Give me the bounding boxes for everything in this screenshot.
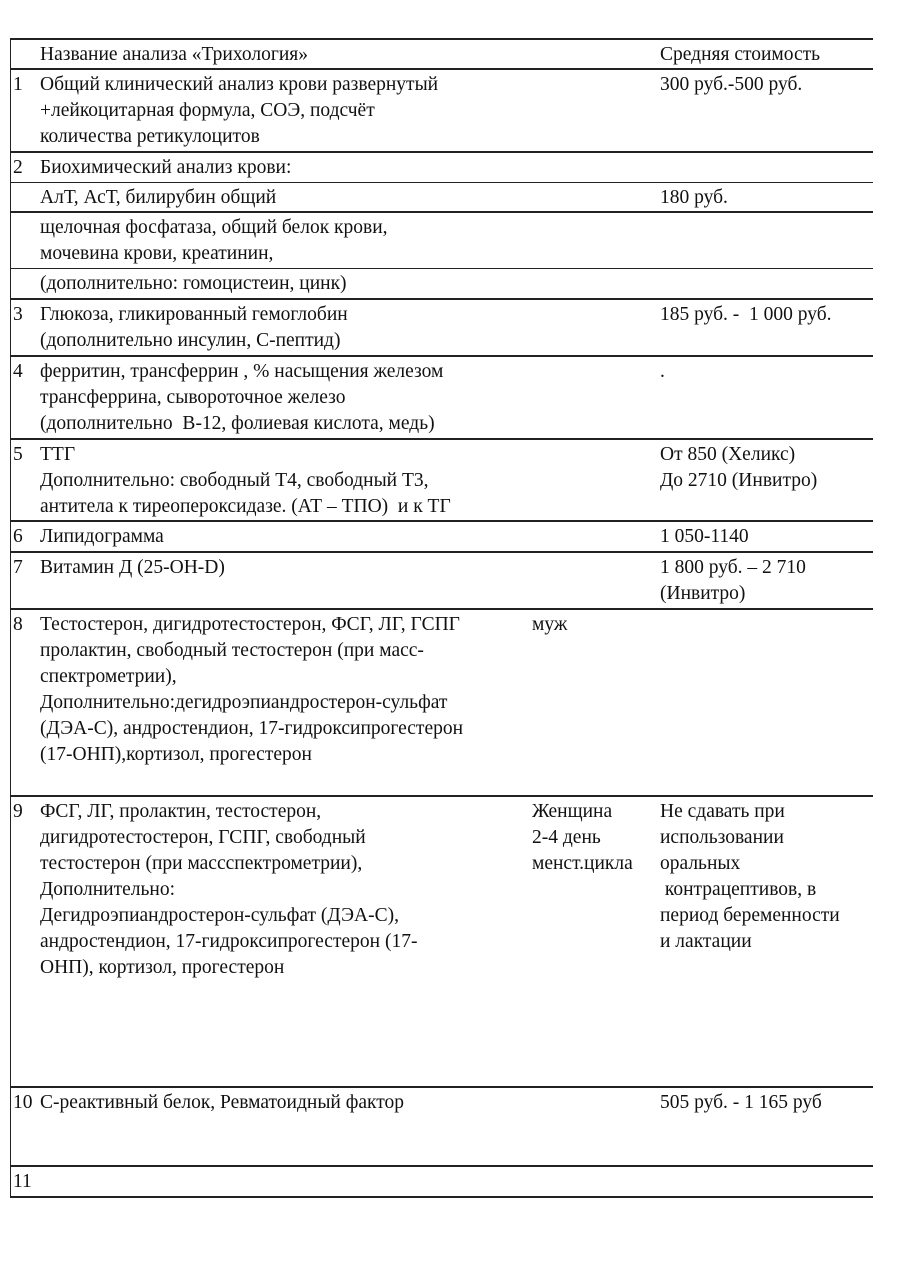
row-analysis: щелочная фосфатаза, общий белок крови, мочевина крови, креатинин,: [40, 217, 388, 264]
row-analysis: Липидограмма: [40, 526, 164, 547]
row-price: Не сдавать при использовании оральных контрацептивов, в период беременности и лактации: [660, 801, 840, 952]
row-number: 2: [13, 157, 23, 178]
row-number: 6: [13, 526, 23, 547]
row-analysis: Глюкоза, гликированный гемоглобин (дополнительно инсулин, С-пептид): [40, 304, 348, 351]
row-number: 7: [13, 557, 23, 578]
analysis-table: [10, 38, 873, 1198]
table-row: [11, 522, 873, 553]
row-note: Женщина 2-4 день менст.цикла: [532, 801, 633, 874]
row-number: 1: [13, 74, 23, 95]
table-row: [11, 70, 873, 153]
row-number: 11: [13, 1171, 32, 1192]
table-row: [11, 269, 873, 300]
row-analysis: Витамин Д (25-OH-D): [40, 557, 225, 578]
row-price: 180 руб.: [660, 187, 728, 208]
row-number: 5: [13, 444, 23, 465]
table-row: [11, 1167, 873, 1198]
table-row: [11, 553, 873, 610]
header-price: Средняя стоимость: [660, 44, 821, 65]
row-analysis: ТТГ Дополнительно: свободный Т4, свободный Т3, антитела к тиреопероксидазе. (АТ – ТПО) и к ТГ: [40, 444, 451, 517]
row-note: муж: [532, 614, 568, 635]
row-analysis: С-реактивный белок, Ревматоидный фактор: [40, 1092, 405, 1113]
row-price: .: [660, 361, 665, 382]
row-analysis: Общий клинический анализ крови развернутый +лейкоцитарная формула, СОЭ, подсчёт количества ретикулоцитов: [40, 74, 439, 147]
row-analysis: Биохимический анализ крови:: [40, 157, 292, 178]
row-number: 4: [13, 361, 23, 382]
table-row: [11, 1088, 873, 1167]
row-number: 10: [13, 1092, 33, 1113]
table-row: [11, 183, 873, 213]
row-number: 8: [13, 614, 23, 635]
table-row: [11, 440, 873, 522]
row-number: 9: [13, 801, 23, 822]
row-price: 505 руб. - 1 165 руб: [660, 1092, 822, 1113]
row-analysis: АлТ, АсТ, билирубин общий: [40, 187, 277, 208]
row-analysis: Тестостерон, дигидротестостерон, ФСГ, ЛГ, ГСПГ пролактин, свободный тестостерон (при масс- спектрометрии), Дополнительно:дегидроэпиандростерон-сульфат (ДЭА-С), андростендион, 17-гидроксипрогестерон (17-ОНП),кортизол, прогестерон: [40, 614, 464, 765]
row-price: 185 руб. - 1 000 руб.: [660, 304, 832, 325]
row-analysis: ФСГ, ЛГ, пролактин, тестостерон, дигидротестостерон, ГСПГ, свободный тестостерон (при массспектрометрии), Дополнительно: Дегидроэпиандростерон-сульфат (ДЭА-С), андростендион, 17-гидроксипрогестерон (17- ОНП), кортизол, прогестерон: [40, 801, 418, 978]
table-row: [11, 213, 873, 269]
row-price: 1 800 руб. – 2 710 (Инвитро): [660, 557, 806, 604]
row-price: От 850 (Хеликс) До 2710 (Инвитро): [660, 444, 818, 491]
table-row: [11, 797, 873, 1088]
table-row: [11, 300, 873, 357]
row-number: 3: [13, 304, 23, 325]
row-analysis: (дополнительно: гомоцистеин, цинк): [40, 273, 347, 294]
row-analysis: ферритин, трансферрин , % насыщения железом трансферрина, сывороточное железо (дополнительно В-12, фолиевая кислота, медь): [40, 361, 444, 434]
header-name: Название анализа «Трихология»: [40, 44, 309, 65]
table-row: [11, 357, 873, 440]
row-price: 1 050-1140: [660, 526, 749, 547]
table-row: [11, 610, 873, 797]
table-header-row: [11, 38, 873, 70]
row-price: 300 руб.-500 руб.: [660, 74, 803, 95]
table-row: [11, 153, 873, 183]
